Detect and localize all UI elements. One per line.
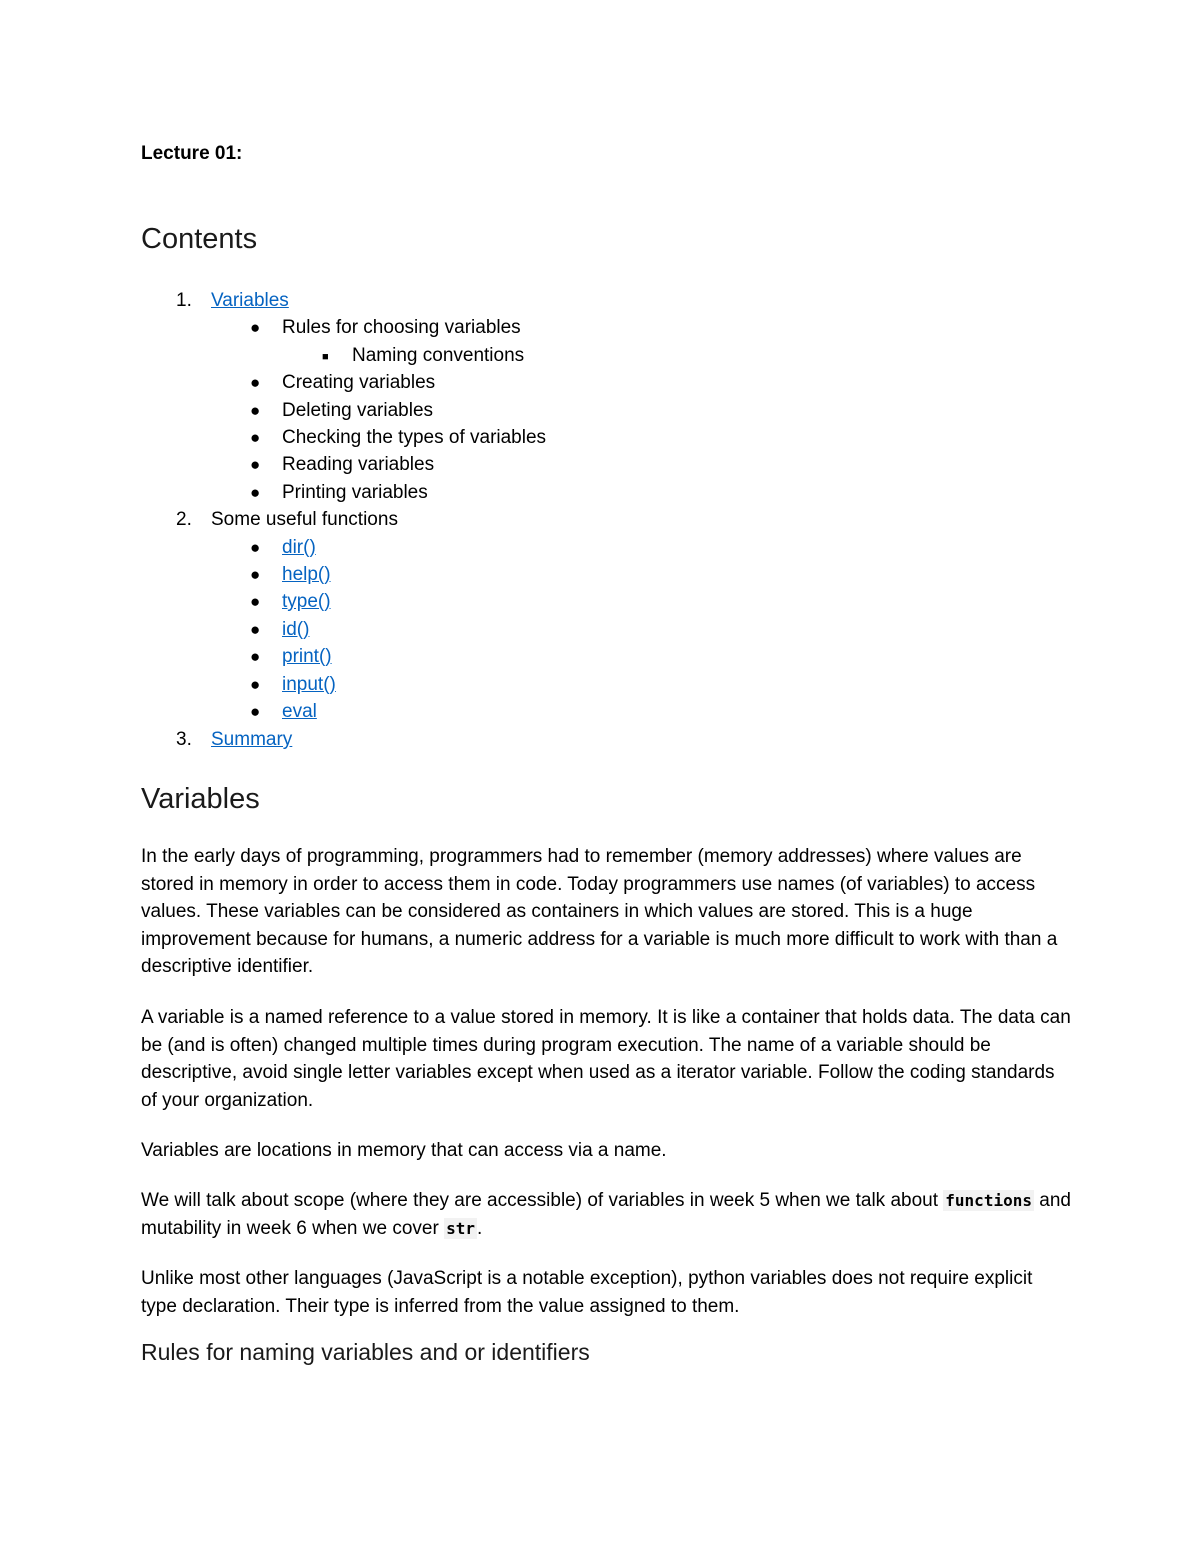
toc-subitem-label: Deleting variables (282, 400, 434, 421)
bullet-icon: ● (250, 702, 261, 721)
toc-link-id[interactable]: id() (282, 619, 310, 640)
toc-label-functions: Some useful functions (211, 509, 398, 530)
paragraph-text: and mutability in week 6 when we cover (141, 1190, 1071, 1239)
toc-subitem-label: Reading variables (282, 454, 435, 475)
toc-link-variables[interactable]: Variables (211, 290, 289, 311)
bullet-icon: ● (250, 318, 261, 337)
bullet-icon: ● (250, 428, 261, 447)
toc-link-eval[interactable]: eval (282, 701, 317, 722)
bullet-icon: ● (250, 483, 261, 502)
bullet-icon: ● (250, 675, 261, 694)
paragraph-text: . (477, 1217, 483, 1239)
toc-link-print[interactable]: print() (282, 646, 332, 667)
lecture-title: Lecture 01: (141, 143, 243, 164)
bullet-icon: ● (250, 373, 261, 392)
toc-subsubitem-label: Naming conventions (352, 345, 525, 366)
bullet-icon: ● (250, 620, 261, 639)
toc-link-help[interactable]: help() (282, 564, 331, 585)
bullet-icon: ● (250, 401, 261, 420)
toc-number: 3. (176, 729, 192, 750)
toc-link-input[interactable]: input() (282, 674, 336, 695)
paragraph-early-days: In the early days of programming, programmers had to remember (memory addresses) where values are stored in memory in order to access them in code. Today programmers use names (of variables) to access values. These variables can be considered as containers in which values are stored. This is a huge improvement because for humans, a numeric address for a variable is much more difficult to work with than a descriptive identifier. (141, 846, 1058, 977)
bullet-icon: ● (250, 538, 261, 557)
toc-number: 1. (176, 290, 192, 311)
paragraph-variable-definition: A variable is a named reference to a value stored in memory. It is like a container that holds data. The data can be (and is often) changed multiple times during program execution. The name of a variable should be descriptive, avoid single letter variables except when used as a iterator variable. Follow the coding standards of your organization. (141, 1007, 1071, 1111)
toc-subitem-label: Printing variables (282, 482, 428, 503)
rules-heading: Rules for naming variables and or identifiers (141, 1339, 590, 1365)
bullet-icon: ● (250, 647, 261, 666)
toc-subitem-label: Rules for choosing variables (282, 317, 521, 338)
contents-heading: Contents (141, 223, 258, 255)
bullet-icon: ● (250, 592, 261, 611)
toc-link-summary[interactable]: Summary (211, 729, 293, 750)
paragraph-scope-mutability (141, 1187, 1071, 1242)
bullet-icon: ● (250, 455, 261, 474)
inline-code-str: str (446, 1218, 475, 1238)
bullet-icon: ● (250, 565, 261, 584)
inline-code-functions: functions (945, 1191, 1032, 1210)
toc-subitem-label: Checking the types of variables (282, 427, 547, 448)
paragraph-text: We will talk about scope (where they are accessible) of variables in week 5 when we talk about (141, 1190, 944, 1211)
toc-subitem-label: Creating variables (282, 372, 436, 393)
toc-link-type[interactable]: type() (282, 591, 331, 612)
square-bullet-icon: ■ (322, 351, 329, 363)
toc-number: 2. (176, 509, 192, 530)
variables-heading: Variables (141, 783, 260, 815)
paragraph-memory-locations: Variables are locations in memory that can access via a name. (141, 1140, 667, 1161)
toc-link-dir[interactable]: dir() (282, 537, 316, 558)
paragraph-type-inference: Unlike most other languages (JavaScript is a notable exception), python variables does not require explicit type declaration. Their type is inferred from the value assigned to them. (141, 1268, 1033, 1317)
